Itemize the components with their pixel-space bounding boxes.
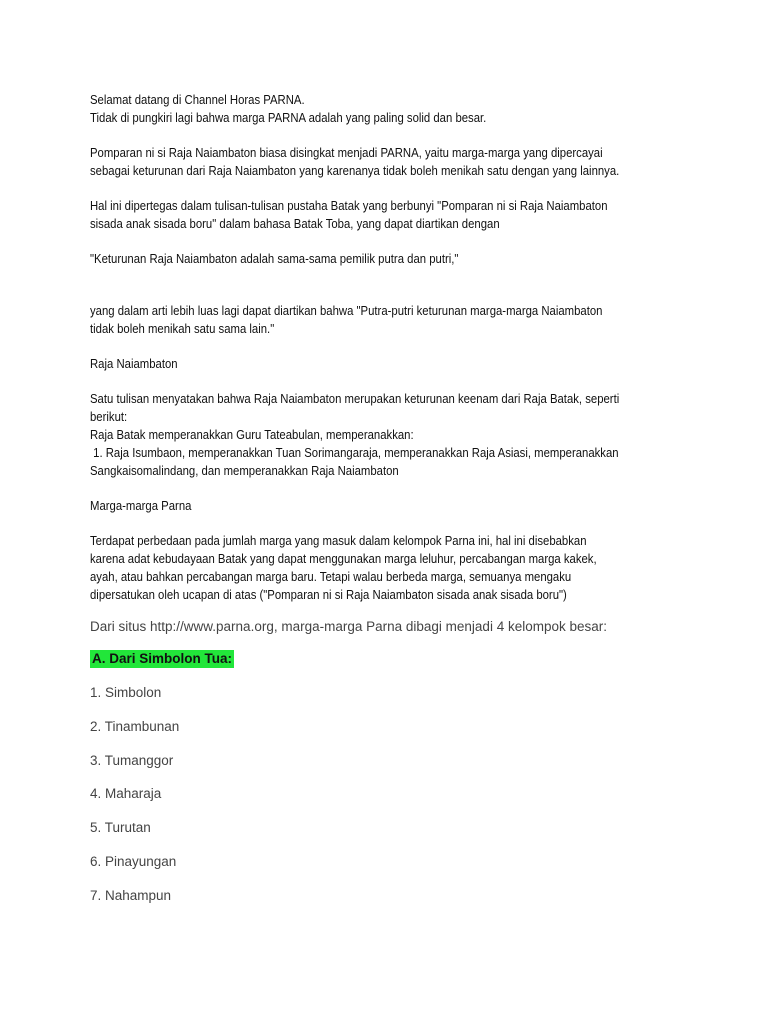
section-heading: Raja Naiambaton [90, 357, 178, 371]
text-line: ayah, atau bahkan percabangan marga baru. Tetapi walau berbeda marga, semuanya mengaku [90, 570, 572, 584]
text-line: Sangkaisomalindang, dan memperanakkan Raja Naiambaton [90, 464, 399, 478]
section-a-heading: A. Dari Simbolon Tua: [92, 651, 233, 666]
list-item: 7. Nahampun [90, 887, 172, 903]
text-line: 1. Raja Isumbaon, memperanakkan Tuan Sorimangaraja, memperanakkan Raja Asiasi, memperanakkan [90, 446, 619, 460]
marga-difference-paragraph [90, 532, 684, 604]
parna-definition-paragraph [90, 144, 684, 180]
quote-line: "Keturunan Raja Naiambaton adalah sama-sama pemilik putra dan putri," [90, 252, 459, 266]
list-item: 5. Turutan [90, 820, 151, 836]
text-line: karena adat kebudayaan Batak yang dapat menggunakan marga leluhur, percabangan marga kakek, [90, 552, 597, 566]
text-line: tidak boleh menikah satu sama lain." [90, 322, 275, 336]
text-line: sebagai keturunan dari Raja Naiambaton yang karenanya tidak boleh menikah satu dengan yang lainnya. [90, 164, 620, 178]
lineage-paragraph [90, 390, 684, 480]
section-heading: Marga-marga Parna [90, 499, 192, 513]
intro-paragraph [90, 91, 684, 127]
list-item: 6. Pinayungan [90, 853, 177, 869]
document-page [90, 91, 690, 921]
text-line: Hal ini dipertegas dalam tulisan-tulisan pustaha Batak yang berbunyi "Pomparan ni si Raja Naiambaton [90, 199, 608, 213]
list-item: 3. Tumanggor [90, 752, 174, 768]
text-line: sisada anak sisada boru" dalam bahasa Batak Toba, yang dapat diartikan dengan [90, 217, 500, 231]
section-heading-marga [90, 497, 684, 515]
section-a-list [90, 684, 690, 921]
text-line: Terdapat perbedaan pada jumlah marga yang masuk dalam kelompok Parna ini, hal ini disebabkan [90, 534, 587, 548]
section-heading-raja [90, 355, 684, 373]
intro-line: Selamat datang di Channel Horas PARNA. [90, 93, 305, 107]
text-line: Pomparan ni si Raja Naiambaton biasa disingkat menjadi PARNA, yaitu marga-marga yang dipercayai [90, 146, 603, 160]
text-line: yang dalam arti lebih luas lagi dapat diartikan bahwa "Putra-putri keturunan marga-marga Naiambaton [90, 304, 603, 318]
text-line: dipersatukan oleh ucapan di atas ("Pomparan ni si Raja Naiambaton sisada anak sisada boru") [90, 588, 567, 602]
meaning-paragraph [90, 302, 684, 338]
quote-paragraph [90, 250, 684, 268]
list-item: 1. Simbolon [90, 685, 162, 700]
pustaha-paragraph [90, 197, 684, 233]
intro-line: Tidak di pungkiri lagi bahwa marga PARNA adalah yang paling solid dan besar. [90, 111, 487, 125]
list-item: 4. Maharaja [90, 786, 162, 802]
text-line: berikut: [90, 410, 128, 424]
list-item: 2. Tinambunan [90, 718, 180, 734]
source-line: Dari situs http://www.parna.org, marga-marga Parna dibagi menjadi 4 kelompok besar: [90, 619, 607, 634]
text-line: Satu tulisan menyatakan bahwa Raja Naiambaton merupakan keturunan keenam dari Raja Batak, seperti [90, 392, 620, 406]
text-line: Raja Batak memperanakkan Guru Tateabulan, memperanakkan: [90, 428, 414, 442]
